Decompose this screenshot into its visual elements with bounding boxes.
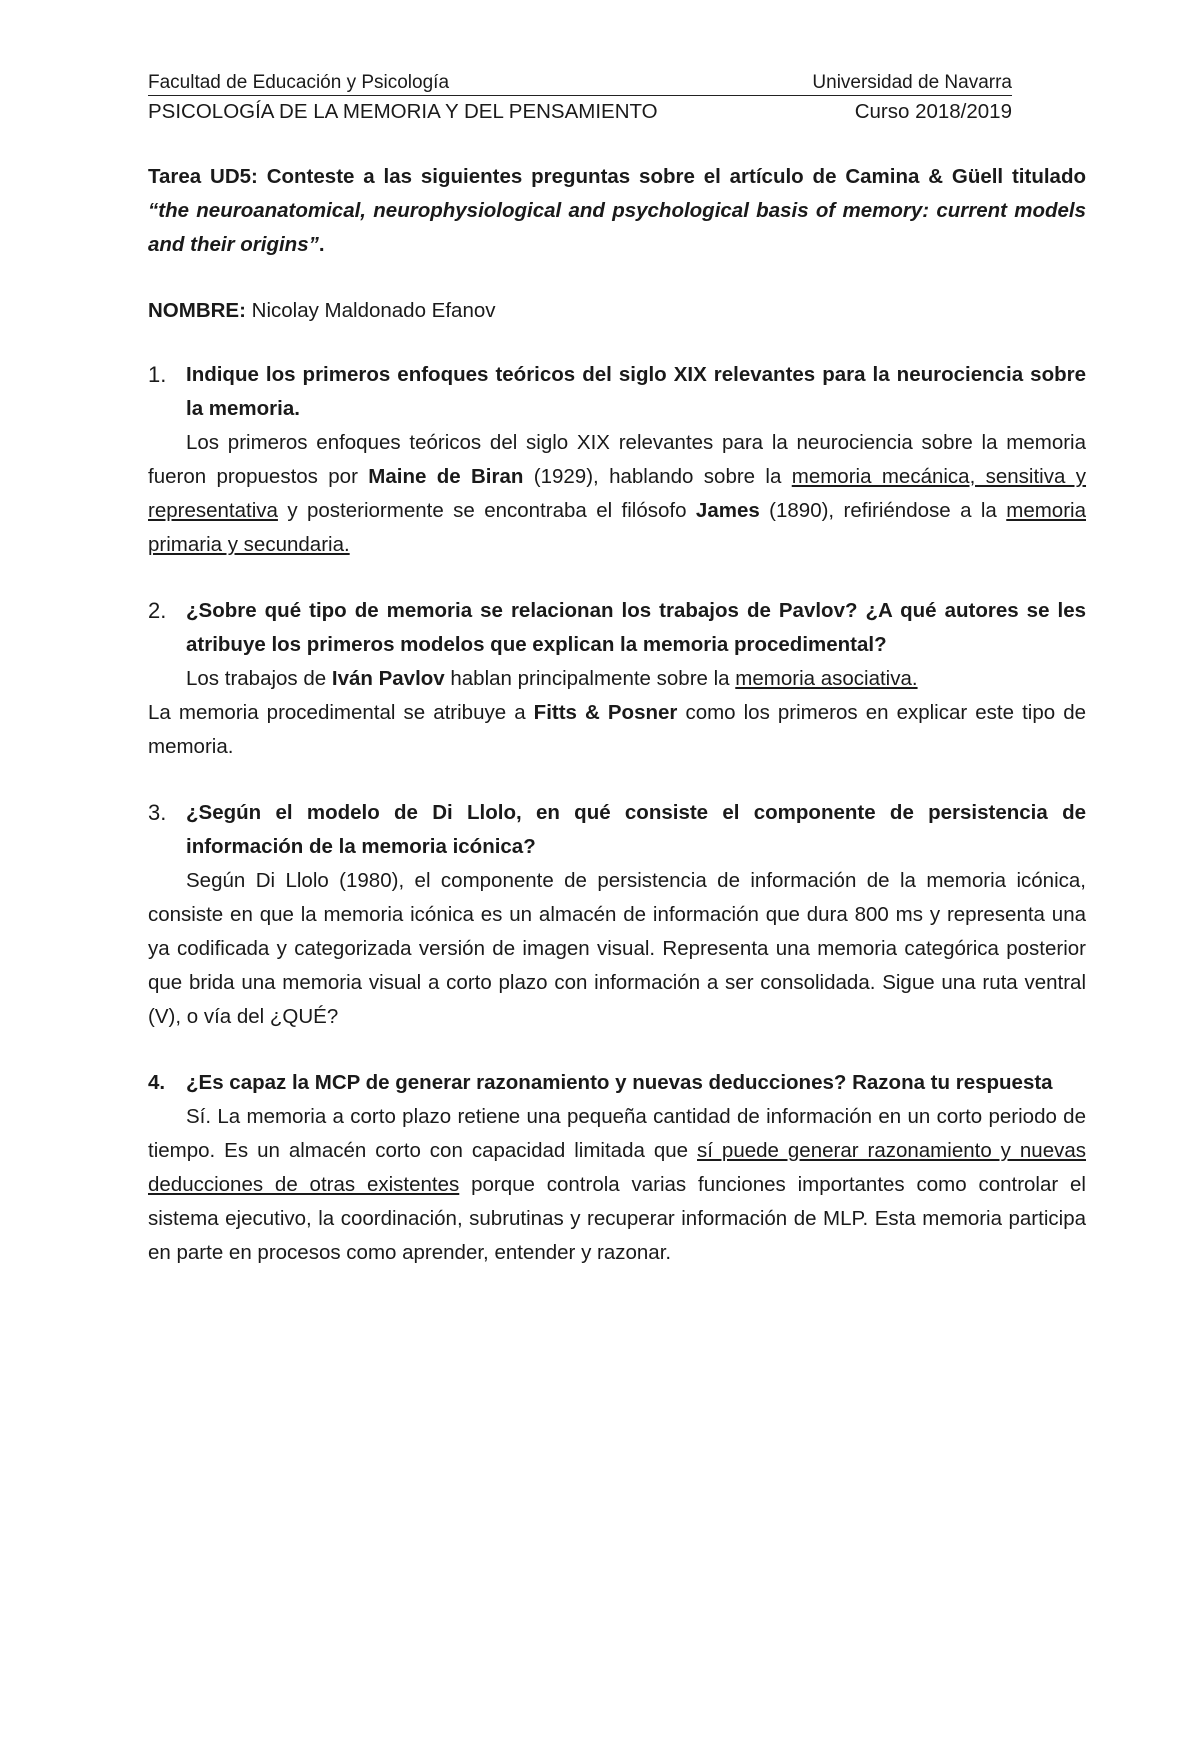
question-heading [148, 358, 1086, 426]
answer-underlined: memoria primaria y secundaria. [148, 499, 1086, 556]
question-number: 2. [148, 598, 167, 623]
answer-underlined: memoria mecánica, sensitiva y representativa [148, 465, 1087, 522]
question-4 [148, 1066, 1086, 1270]
answer-paragraph: Según Di Llolo (1980), el componente de persistencia de información de la memoria icónica, consiste en que la memoria icónica es un almacén de información que dura 800 ms y representa una ya codificada y categorizada versión de imagen visual. Representa una memoria categórica posterior que brida una memoria visual a corto plazo con información a ser consolidada. Sigue una ruta ventral (V), o vía del ¿QUÉ? [148, 869, 1086, 1028]
answer-underlined: sí puede generar razonamiento y nuevas deducciones de otras existentes [148, 1139, 1086, 1196]
question-heading [148, 594, 1086, 662]
header-top-row [148, 72, 1012, 96]
question-heading [148, 796, 1086, 864]
student-name-line [148, 296, 1086, 326]
course-title: PSICOLOGÍA DE LA MEMORIA Y DEL PENSAMIENTO [148, 100, 658, 123]
answer-paragraph [148, 696, 1086, 764]
course-year: Curso 2018/2019 [854, 100, 1012, 123]
answer-paragraph [148, 1100, 1086, 1270]
answer-text: La memoria procedimental se atribuye a [148, 701, 534, 724]
question-1 [148, 358, 1086, 562]
name-label: NOMBRE: [148, 299, 246, 322]
question-2 [148, 594, 1086, 764]
question-title: ¿Es capaz la MCP de generar razonamiento y nuevas deducciones? Razona tu respuesta [186, 1071, 1053, 1094]
answer-bold: James [695, 499, 760, 522]
header-course-row [148, 100, 1012, 124]
answer-text: (1929), hablando sobre la [523, 465, 792, 488]
question-number: 3. [148, 800, 167, 825]
faculty-name: Facultad de Educación y Psicología [148, 72, 450, 93]
article-title: “the neuroanatomical, neurophysiological and psychological basis of memory: current models and their origins” [148, 199, 1086, 256]
question-3 [148, 796, 1086, 1034]
answer-text: Los trabajos de [186, 667, 332, 690]
question-number: 1. [148, 362, 167, 387]
answer-text: porque controla varias funciones importantes como controlar el sistema ejecutivo, la coordinación, subrutinas y recuperar información de MLP. Esta memoria participa en parte en procesos como aprender, entender y razonar. [148, 1173, 1086, 1264]
name-value: Nicolay Maldonado Efanov [245, 299, 496, 322]
answer-text: y posteriormente se encontraba el filósofo [277, 499, 696, 522]
task-end: . [318, 233, 325, 256]
answer-bold: Maine de Biran [368, 465, 524, 488]
answer-text: (1890), refiriéndose a la [759, 499, 1007, 522]
question-number: 4. [148, 1071, 166, 1094]
answer-bold: Fitts & Posner [533, 701, 678, 724]
answer-text: hablan principalmente sobre la [444, 667, 736, 690]
answer-text: como los primeros en explicar este tipo de memoria. [148, 701, 1086, 758]
document-page [148, 0, 1086, 1270]
question-title: Indique los primeros enfoques teóricos del siglo XIX relevantes para la neurociencia sobre la memoria. [186, 363, 1086, 420]
answer-underlined: memoria asociativa. [735, 667, 918, 690]
question-title: ¿Sobre qué tipo de memoria se relacionan los trabajos de Pavlov? ¿A qué autores se les atribuye los primeros modelos que explican la memoria procedimental? [186, 599, 1086, 656]
answer-bold: Iván Pavlov [331, 667, 445, 690]
task-intro: Tarea UD5: Conteste a las siguientes preguntas sobre el artículo de Camina & Güell titulado [148, 165, 1086, 188]
task-statement [148, 160, 1086, 262]
university-name: Universidad de Navarra [812, 72, 1012, 93]
question-title: ¿Según el modelo de Di Llolo, en qué consiste el componente de persistencia de información de la memoria icónica? [186, 801, 1086, 858]
answer-text: Los primeros enfoques teóricos del siglo XIX relevantes para la neurociencia sobre la memoria fueron propuestos por [148, 431, 1086, 488]
answer-paragraph [148, 662, 1086, 696]
answer-text: Sí. La memoria a corto plazo retiene una pequeña cantidad de información en un corto periodo de tiempo. Es un almacén corto con capacidad limitada que [148, 1105, 1086, 1162]
answer-paragraph [148, 426, 1086, 562]
question-heading [148, 1066, 1086, 1100]
